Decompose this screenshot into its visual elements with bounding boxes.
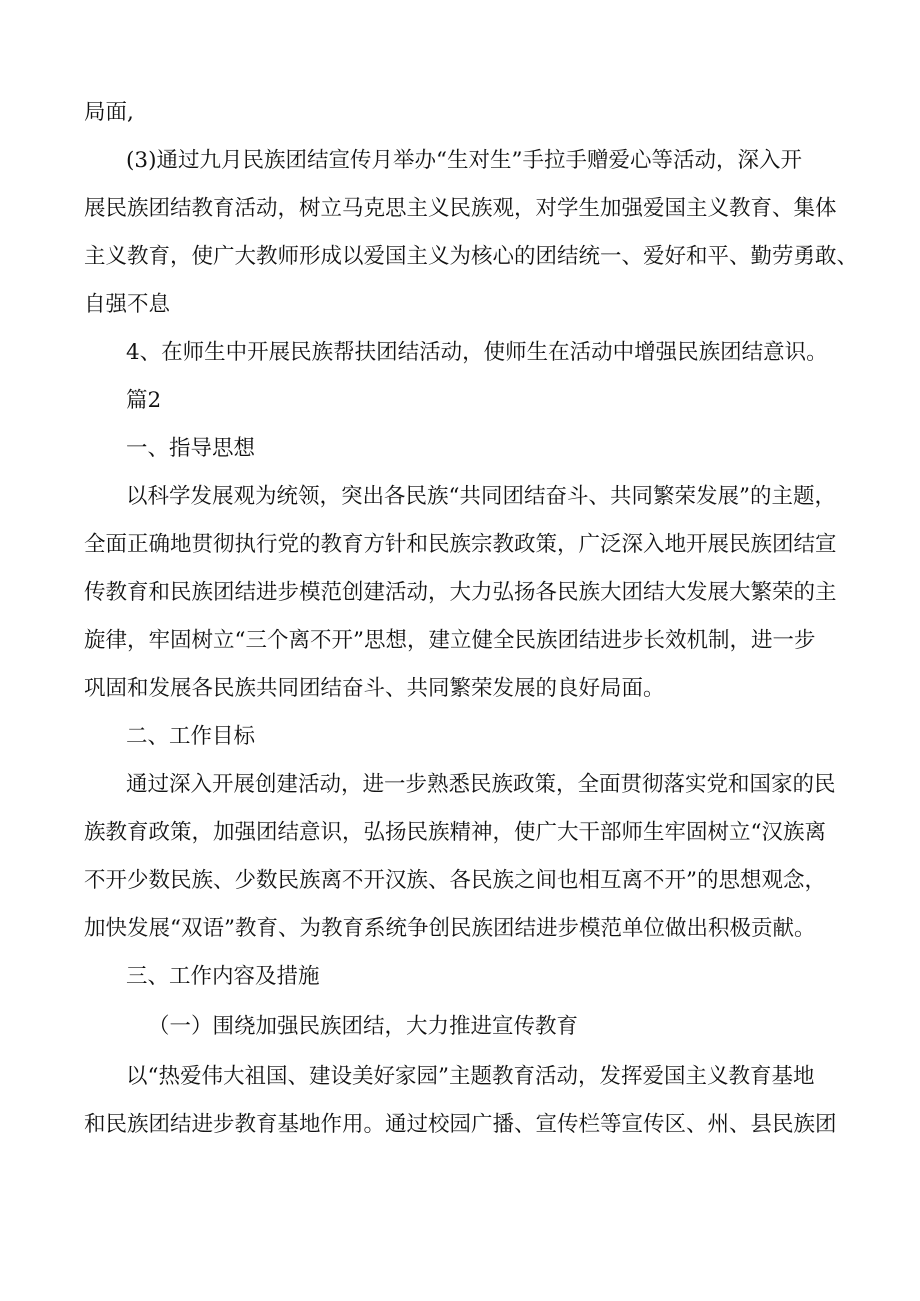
text-line: 通过深入开展创建活动，进一步熟悉民族政策，全面贯彻落实党和国家的民 — [126, 772, 836, 797]
section-heading: 二、工作目标 — [126, 724, 256, 749]
text-line: 族教育政策，加强团结意识，弘扬民族精神，使广大干部师生牢固树立“汉族离 — [84, 820, 826, 845]
text-line: 局面, — [84, 100, 134, 125]
text-line: 展民族团结教育活动，树立马克思主义民族观，对学生加强爱国主义教育、集体 — [84, 196, 837, 221]
section-heading: 一、指导思想 — [126, 436, 256, 461]
subsection-heading: （一）围绕加强民族团结，大力推进宣传教育 — [148, 1014, 579, 1039]
text-line: 旋律，牢固树立“三个离不开”思想，建立健全民族团结进步长效机制，进一步 — [84, 628, 816, 653]
text-line: 自强不息 — [84, 292, 171, 317]
text-line: 巩固和发展各民族共同团结奋斗、共同繁荣发展的良好局面。 — [84, 676, 665, 701]
text-line: 和民族团结进步教育基地作用。通过校园广播、宣传栏等宣传区、州、县民族团 — [84, 1112, 837, 1137]
text-line: 传教育和民族团结进步模范创建活动，大力弘扬各民族大团结大发展大繁荣的主 — [84, 580, 837, 605]
text-line: 以“热爱伟大祖国、建设美好家园”主题教育活动，发挥爱国主义教育基地 — [126, 1064, 815, 1089]
section-heading: 篇2 — [126, 388, 162, 413]
text-line: (3)通过九月民族团结宣传月举办“生对生”手拉手赠爱心等活动，深入开 — [126, 148, 802, 173]
text-line: 主义教育，使广大教师形成以爱国主义为核心的团结统一、爱好和平、勤劳勇敢、 — [84, 244, 859, 269]
text-line: 以科学发展观为统领，突出各民族“共同团结奋斗、共同繁荣发展”的主题， — [126, 484, 836, 509]
section-heading: 三、工作内容及措施 — [126, 964, 320, 989]
text-line: 全面正确地贯彻执行党的教育方针和民族宗教政策，广泛深入地开展民族团结宣 — [84, 532, 837, 557]
text-line: 4、在师生中开展民族帮扶团结活动，使师生在活动中增强民族团结意识。 — [126, 340, 828, 365]
text-line: 加快发展“双语”教育、为教育系统争创民族团结进步模范单位做出积极贡献。 — [84, 916, 816, 941]
text-line: 不开少数民族、少数民族离不开汉族、各民族之间也相互离不开”的思想观念， — [84, 868, 826, 893]
